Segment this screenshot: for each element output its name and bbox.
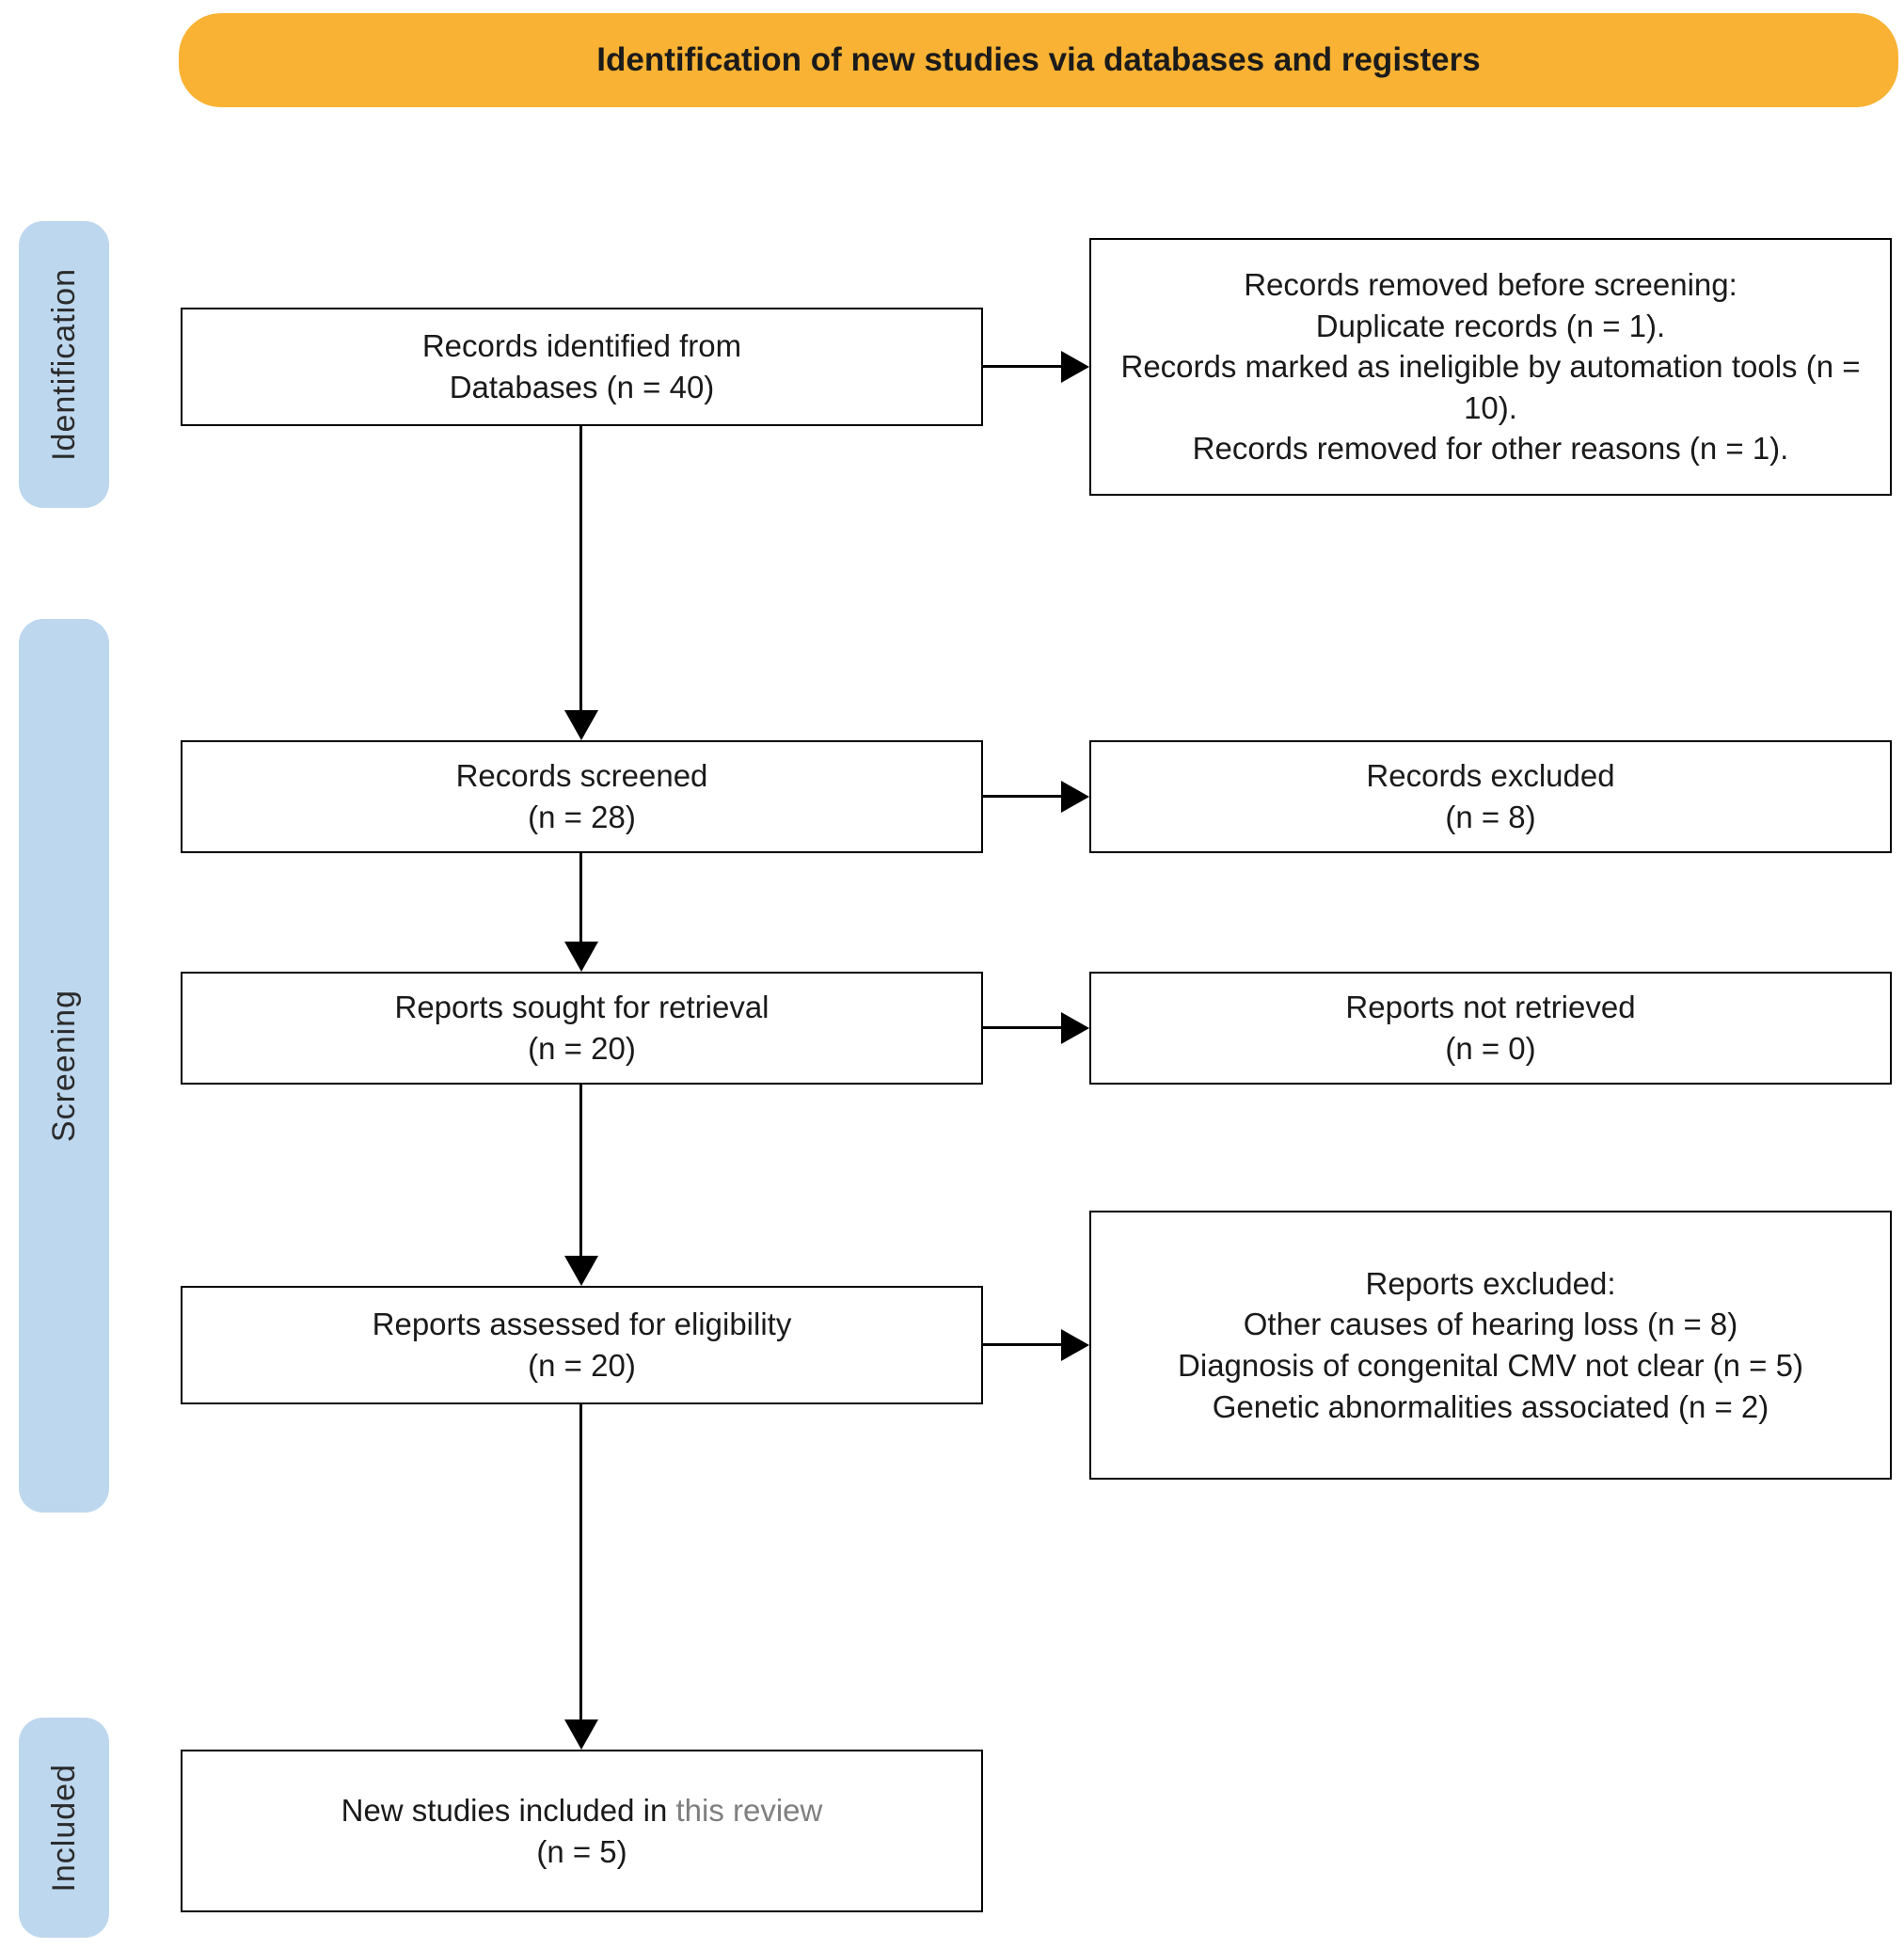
box-reports-not-retrieved-line-2: (n = 0) <box>1445 1031 1536 1066</box>
phase-label-screening <box>19 619 109 1513</box>
arrow-right-2-head <box>1061 781 1089 813</box>
arrow-down-3-line <box>579 1085 582 1256</box>
box-reports-excluded-line-1: Reports excluded: <box>1365 1265 1616 1301</box>
arrow-right-3-line <box>983 1026 1061 1029</box>
arrow-right-3-head <box>1061 1012 1089 1044</box>
arrow-right-1-head <box>1061 351 1089 383</box>
box-reports-not-retrieved-line-1: Reports not retrieved <box>1345 990 1636 1025</box>
box-reports-sought-line-1: Reports sought for retrieval <box>394 990 770 1025</box>
box-records-screened <box>181 740 983 853</box>
box-new-studies-included-line-1-main: New studies included in <box>341 1792 676 1828</box>
box-reports-assessed <box>181 1286 983 1404</box>
box-records-identified-line-2: Databases (n = 40) <box>449 370 715 404</box>
phase-label-screening-text: Screening <box>45 989 82 1143</box>
box-reports-sought <box>181 972 983 1085</box>
arrow-down-4-line <box>579 1404 582 1719</box>
box-records-excluded-line-1: Records excluded <box>1366 758 1615 794</box>
arrow-down-1-line <box>579 426 582 710</box>
box-reports-excluded-line-3: Diagnosis of congenital CMV not clear (n = 5) <box>1178 1348 1803 1383</box>
box-reports-excluded-line-2: Other causes of hearing loss (n = 8) <box>1243 1307 1738 1342</box>
box-reports-sought-line-2: (n = 20) <box>528 1031 636 1066</box>
box-records-excluded <box>1089 740 1892 853</box>
arrow-right-4-line <box>983 1343 1061 1346</box>
arrow-right-4-head <box>1061 1329 1089 1361</box>
arrow-down-4-head <box>564 1719 598 1750</box>
box-reports-not-retrieved <box>1089 972 1892 1085</box>
arrow-right-2-line <box>983 795 1061 798</box>
box-reports-excluded <box>1089 1211 1892 1480</box>
phase-label-identification-text: Identification <box>45 268 82 461</box>
box-records-removed-line-4: Records removed for other reasons (n = 1). <box>1192 431 1789 467</box>
arrow-right-1-line <box>983 365 1061 368</box>
box-new-studies-included <box>181 1750 983 1912</box>
arrow-down-2-line <box>579 853 582 942</box>
box-records-identified-line-1: Records identified from <box>421 328 742 364</box>
phase-label-included-text: Included <box>45 1763 82 1893</box>
banner <box>179 13 1898 107</box>
box-records-excluded-line-2: (n = 8) <box>1445 800 1536 834</box>
box-records-screened-line-2: (n = 28) <box>528 800 636 834</box>
box-records-removed <box>1089 238 1892 496</box>
banner-label: Identification of new studies via databases and registers <box>596 41 1481 78</box>
arrow-down-3-head <box>564 1256 598 1286</box>
box-records-removed-line-2: Duplicate records (n = 1). <box>1315 308 1666 343</box>
box-records-identified <box>181 308 983 426</box>
box-reports-excluded-line-4: Genetic abnormalities associated (n = 2) <box>1212 1388 1769 1424</box>
box-new-studies-included-line-1 <box>341 1790 823 1831</box>
arrow-down-2-head <box>564 942 598 972</box>
box-reports-assessed-line-2: (n = 20) <box>528 1348 636 1383</box>
box-records-removed-line-1: Records removed before screening: <box>1244 267 1737 303</box>
box-reports-assessed-line-1: Reports assessed for eligibility <box>372 1307 792 1342</box>
box-new-studies-included-line-2: (n = 5) <box>536 1833 627 1869</box>
box-records-removed-line-3: Records marked as ineligible by automation tools (n = 10). <box>1120 349 1861 425</box>
phase-label-included <box>19 1718 109 1938</box>
box-records-screened-line-1: Records screened <box>455 758 708 794</box>
phase-label-identification <box>19 221 109 508</box>
arrow-down-1-head <box>564 710 598 740</box>
box-new-studies-included-line-1-muted: this review <box>675 1792 823 1828</box>
